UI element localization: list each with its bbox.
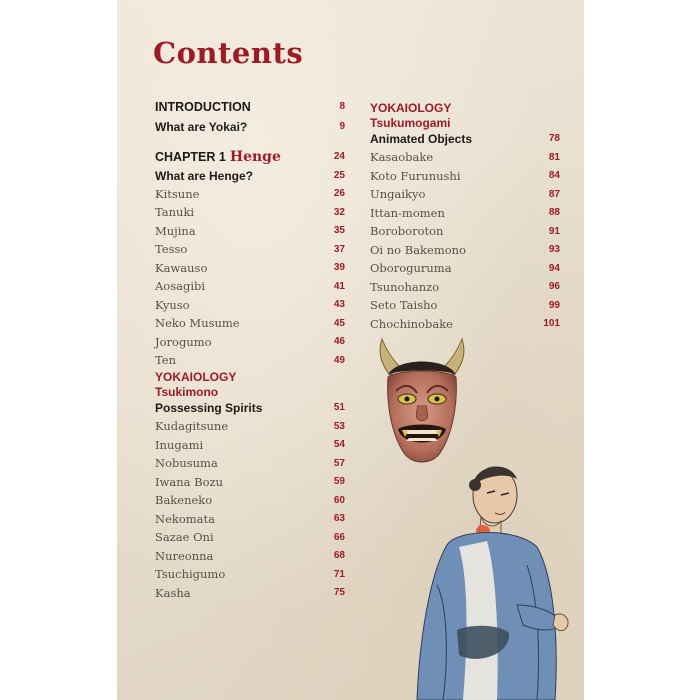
toc-page: 8 — [339, 101, 345, 112]
toc-page: 25 — [333, 170, 345, 181]
toc-entry: Mujina 35 — [155, 223, 345, 238]
toc-introduction — [155, 98, 345, 115]
toc-label: What are Henge? — [155, 168, 254, 183]
toc-entry: Aosagibi 41 — [155, 279, 345, 293]
toc-page: 78 — [548, 133, 560, 144]
toc-entry: Kasha 75 — [155, 585, 345, 600]
toc-page: 51 — [333, 402, 345, 413]
toc-section-yokaiology: YOKAIOLOGY — [370, 100, 452, 115]
toc-entry: Tsuchigumo 71 — [155, 567, 345, 581]
toc-entry: Nobusuma 57 — [155, 456, 345, 470]
toc-entry: Kyuso 43 — [155, 297, 345, 312]
toc-entry: Bakeneko 60 — [155, 493, 345, 507]
book-page — [117, 0, 584, 700]
toc-entry: Tsunohanzo 96 — [370, 279, 560, 294]
hannya-mask-illustration — [372, 335, 472, 475]
toc-entry: Neko Musume 45 — [155, 316, 345, 330]
toc-animated-objects — [370, 130, 560, 147]
toc-label: Possessing Spirits — [155, 400, 263, 415]
toc-entry: Kitsune 26 — [155, 186, 345, 201]
toc-entry: Ten 49 — [155, 353, 345, 367]
toc-page: 24 — [333, 151, 345, 162]
toc-what-are-yokai — [155, 118, 345, 135]
chapter-name: Henge — [229, 148, 281, 165]
toc-entry: Chochinobake 101 — [370, 316, 560, 331]
toc-entry: Kudagitsune 53 — [155, 419, 345, 433]
toc-entry: Tesso 37 — [155, 242, 345, 256]
page-title: Contents — [153, 36, 304, 70]
toc-entry: Kasaobake 81 — [370, 150, 560, 164]
toc-section-yokaiology: YOKAIOLOGY — [155, 369, 237, 384]
toc-label: Animated Objects — [370, 131, 473, 146]
toc-entry: Oi no Bakemono 93 — [370, 242, 560, 257]
toc-entry: Boroboroton 91 — [370, 224, 560, 238]
chapter-prefix: CHAPTER 1 — [155, 149, 226, 164]
toc-possessing-spirits — [155, 399, 345, 416]
toc-entry: Seto Taisho 99 — [370, 298, 560, 312]
toc-label: INTRODUCTION — [155, 99, 251, 114]
toc-entry: Jorogumo 46 — [155, 334, 345, 349]
toc-section-tsukimono: Tsukimono — [155, 384, 219, 399]
toc-entry: Sazae Oni 66 — [155, 530, 345, 544]
toc-chapter-1 — [155, 148, 345, 165]
toc-entry: Kawauso 39 — [155, 260, 345, 275]
toc-entry: Koto Furunushi 84 — [370, 168, 560, 183]
toc-what-are-henge — [155, 167, 345, 184]
toc-entry: Tanuki 32 — [155, 205, 345, 219]
toc-entry: Ungaikyo 87 — [370, 187, 560, 201]
toc-entry: Nekomata 63 — [155, 511, 345, 526]
toc-entry: Iwana Bozu 59 — [155, 474, 345, 489]
toc-page: 9 — [339, 121, 345, 132]
toc-entry: Oboroguruma 94 — [370, 261, 560, 275]
toc-label: What are Yokai? — [155, 119, 248, 134]
toc-entry: Nureonna 68 — [155, 548, 345, 563]
yokai-figure-illustration — [377, 455, 577, 700]
toc-entry: Ittan-momen 88 — [370, 205, 560, 220]
toc-section-tsukumogami: Tsukumogami — [370, 115, 451, 130]
toc-entry: Inugami 54 — [155, 437, 345, 452]
